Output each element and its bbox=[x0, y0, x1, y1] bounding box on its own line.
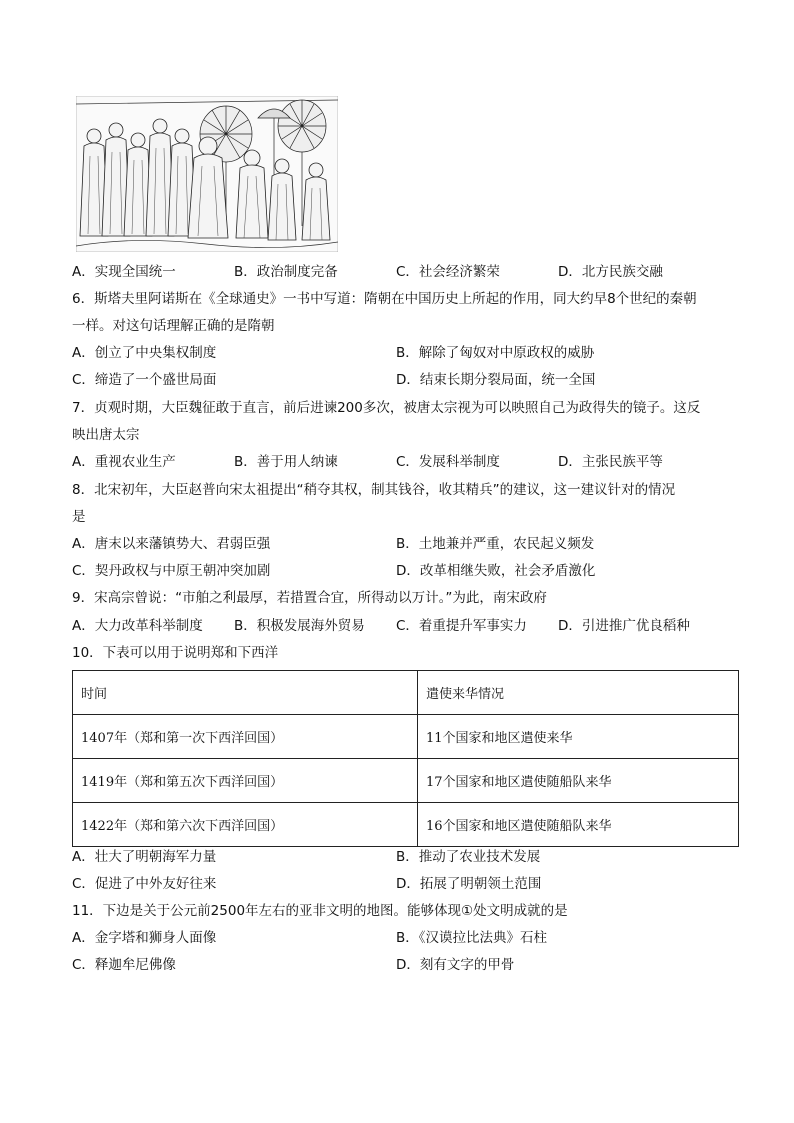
table-cell: 16个国家和地区遣使随船队来华 bbox=[418, 803, 739, 847]
procession-illustration bbox=[76, 96, 338, 252]
zhenghe-envoy-table bbox=[72, 670, 739, 847]
q9-option-b[interactable]: B．积极发展海外贸易 bbox=[234, 618, 365, 634]
q11-option-a[interactable]: A．金字塔和狮身人面像 bbox=[72, 930, 217, 946]
table-cell: 17个国家和地区遣使随船队来华 bbox=[418, 759, 739, 803]
table-cell: 1419年（郑和第五次下西洋回国） bbox=[73, 759, 418, 803]
q9-option-a[interactable]: A．大力改革科举制度 bbox=[72, 618, 203, 634]
q10-option-d[interactable]: D．拓展了明朝领土范围 bbox=[396, 876, 542, 892]
q5-option-a[interactable]: A．实现全国统一 bbox=[72, 264, 176, 280]
table-header-row bbox=[73, 671, 739, 715]
q11-option-d[interactable]: D．刻有文字的甲骨 bbox=[396, 957, 515, 973]
table-cell: 11个国家和地区遣使来华 bbox=[418, 715, 739, 759]
q7-option-b[interactable]: B．善于用人纳谏 bbox=[234, 454, 338, 470]
q9-stem-line1: 9．宋高宗曾说：“市舶之利最厚，若措置合宜，所得动以万计。”为此，南宋政府 bbox=[72, 590, 547, 606]
q6-stem-line1: 6．斯塔夫里阿诺斯在《全球通史》一书中写道：隋朝在中国历史上所起的作用，同大约早8个世纪的秦朝 bbox=[72, 291, 697, 307]
q11-option-c[interactable]: C．释迦牟尼佛像 bbox=[72, 957, 176, 973]
q8-option-a[interactable]: A．唐末以来藩镇势大、君弱臣强 bbox=[72, 536, 271, 552]
q5-option-b[interactable]: B．政治制度完备 bbox=[234, 264, 338, 280]
q10-option-b[interactable]: B．推动了农业技术发展 bbox=[396, 849, 541, 865]
q5-option-c[interactable]: C．社会经济繁荣 bbox=[396, 264, 500, 280]
q10-option-c[interactable]: C．促进了中外友好往来 bbox=[72, 876, 217, 892]
q10-stem-line1: 10．下表可以用于说明郑和下西洋 bbox=[72, 645, 279, 661]
q9-option-d[interactable]: D．引进推广优良稻种 bbox=[558, 618, 690, 634]
q6-option-a[interactable]: A．创立了中央集权制度 bbox=[72, 345, 217, 361]
q6-stem-line2: 一样。对这句话理解正确的是隋朝 bbox=[72, 318, 275, 334]
q6-option-c[interactable]: C．缔造了一个盛世局面 bbox=[72, 372, 217, 388]
q7-stem-line1: 7．贞观时期，大臣魏征敢于直言，前后进谏200多次，被唐太宗视为可以映照自己为政得失的镜子。这反 bbox=[72, 400, 701, 416]
table-row bbox=[73, 803, 739, 847]
q8-option-b[interactable]: B．土地兼并严重，农民起义频发 bbox=[396, 536, 595, 552]
table-header-cell: 遣使来华情况 bbox=[418, 671, 739, 715]
table-header-cell: 时间 bbox=[73, 671, 418, 715]
q9-option-c[interactable]: C．着重提升军事实力 bbox=[396, 618, 527, 634]
table-row bbox=[73, 759, 739, 803]
q8-stem-line2: 是 bbox=[72, 509, 86, 525]
q7-stem-line2: 映出唐太宗 bbox=[72, 427, 140, 443]
table-cell: 1407年（郑和第一次下西洋回国） bbox=[73, 715, 418, 759]
q11-option-b[interactable]: B．《汉谟拉比法典》石柱 bbox=[396, 930, 548, 946]
q8-option-c[interactable]: C．契丹政权与中原王朝冲突加剧 bbox=[72, 563, 271, 579]
q7-option-c[interactable]: C．发展科举制度 bbox=[396, 454, 500, 470]
q8-option-d[interactable]: D．改革相继失败，社会矛盾激化 bbox=[396, 563, 596, 579]
table-cell: 1422年（郑和第六次下西洋回国） bbox=[73, 803, 418, 847]
q5-option-d[interactable]: D．北方民族交融 bbox=[558, 264, 663, 280]
q7-option-d[interactable]: D．主张民族平等 bbox=[558, 454, 663, 470]
q10-option-a[interactable]: A．壮大了明朝海军力量 bbox=[72, 849, 217, 865]
q6-option-b[interactable]: B．解除了匈奴对中原政权的威胁 bbox=[396, 345, 595, 361]
q7-option-a[interactable]: A．重视农业生产 bbox=[72, 454, 176, 470]
q11-stem-line1: 11．下边是关于公元前2500年左右的亚非文明的地图。能够体现①处文明成就的是 bbox=[72, 903, 568, 919]
table-row bbox=[73, 715, 739, 759]
q6-option-d[interactable]: D．结束长期分裂局面，统一全国 bbox=[396, 372, 596, 388]
q8-stem-line1: 8．北宋初年，大臣赵普向宋太祖提出“稍夺其权，制其钱谷，收其精兵”的建议，这一建议针对的情况 bbox=[72, 482, 676, 498]
